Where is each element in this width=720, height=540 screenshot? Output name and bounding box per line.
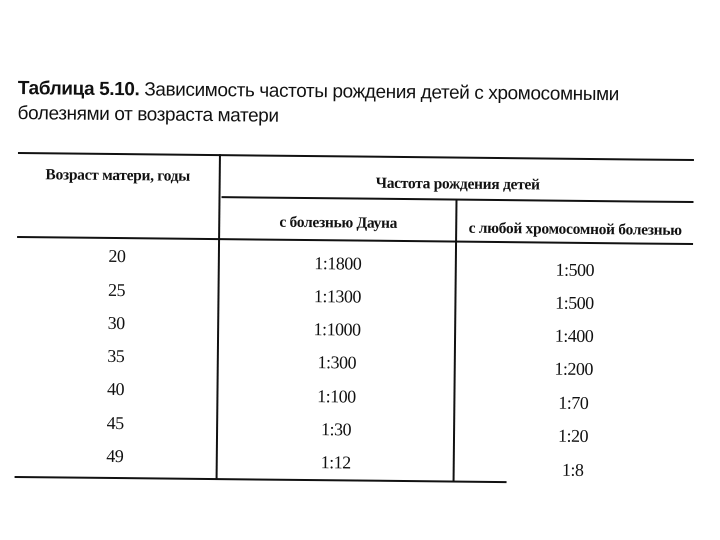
header-any-chromosomal: с любой хромосомной болезнью xyxy=(468,219,682,239)
table-bottom-rule xyxy=(15,476,507,483)
cell-down: 1:30 xyxy=(320,419,352,440)
cell-down: 1:1000 xyxy=(313,319,361,340)
header-down-syndrome: с болезнью Дауна xyxy=(279,213,398,232)
cell-down: 1:300 xyxy=(317,352,357,373)
cell-age: 40 xyxy=(106,378,125,400)
cell-down: 1:1300 xyxy=(313,286,362,307)
cell-down: 1:100 xyxy=(317,386,356,407)
header-mother-age: Возраст матери, годы xyxy=(45,166,191,185)
cell-down: 1:12 xyxy=(320,452,351,473)
caption-label: Таблица 5.10. xyxy=(17,77,140,101)
cell-any: 1:500 xyxy=(555,292,594,314)
cell-any: 1:20 xyxy=(557,425,589,446)
cell-any: 1:400 xyxy=(554,325,594,347)
cell-any: 1:500 xyxy=(555,259,595,281)
cell-down: 1:1800 xyxy=(314,253,362,274)
table-top-rule xyxy=(18,152,694,161)
cell-age: 25 xyxy=(107,279,126,301)
cell-age: 45 xyxy=(106,412,124,434)
cell-age: 49 xyxy=(106,445,124,467)
caption-title: Зависимость частоты рождения детей с хромосомными болезнями от возраста матери xyxy=(17,79,620,127)
cell-age: 35 xyxy=(107,345,125,367)
header-birth-frequency: Частота рождения детей xyxy=(375,174,540,194)
cell-any: 1:70 xyxy=(558,392,589,413)
header-sub-rule xyxy=(222,196,694,202)
cell-age: 30 xyxy=(107,312,125,334)
cell-any: 1:8 xyxy=(561,459,584,480)
cell-age: 20 xyxy=(108,245,126,267)
cell-any: 1:200 xyxy=(554,358,594,380)
